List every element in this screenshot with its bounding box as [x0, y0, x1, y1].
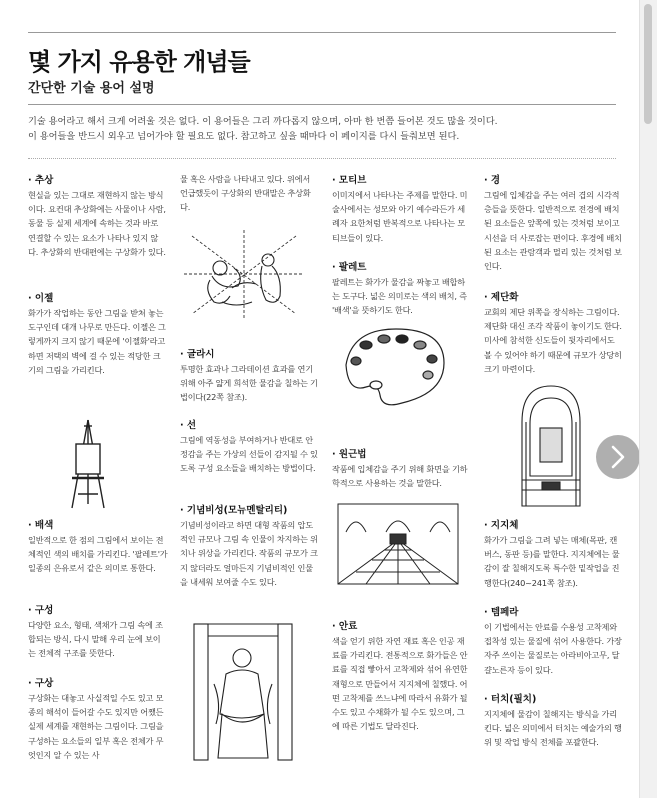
page-title: 몇 가지 유용한 개념들 — [28, 48, 250, 76]
term-body: 투명한 효과나 그라데이션 효과를 연기 위해 아주 얇게 희석한 물감을 칠하는 기법이다(22쪽 참조). — [180, 364, 318, 403]
chevron-right-icon — [609, 444, 627, 470]
term-composition — [28, 602, 168, 661]
intro-text — [28, 114, 618, 144]
term-title: · 배색 — [28, 520, 54, 531]
term-body: 일반적으로 한 점의 그림에서 보이는 전체적인 색의 배치를 가리킨다. '팔레트'가 일종의 은유로서 같은 의미로 통한다. — [28, 535, 168, 574]
term-body: 이미지에서 나타나는 주제를 말한다. 미술사에서는 성모와 아기 예수라든가 세례자 요한처럼 반복적으로 나타나는 모티브들이 있다. — [332, 190, 468, 243]
term-title: · 안료 — [332, 621, 358, 632]
page-subtitle: 간단한 기술 용어 설명 — [28, 81, 155, 96]
term-title: · 지지체 — [484, 520, 519, 531]
term-figurative — [28, 675, 168, 762]
term-touch — [484, 691, 624, 750]
term-easel — [28, 290, 168, 377]
top-rule — [28, 32, 616, 33]
dotted-divider — [28, 158, 616, 159]
term-tempera — [484, 604, 624, 677]
term-body: 구상화는 대놓고 사실적일 수도 있고 모종의 해석이 들어갈 수도 있지만 어쨌든 실제 세계를 재현하는 그림이다. 그림을 구성하는 요소들의 일부 혹은 전체가 무엇인지 알 수 있는 사 — [28, 693, 164, 760]
monumental-figure-illustration — [192, 614, 294, 764]
term-monumentality — [180, 502, 320, 589]
term-title: · 선 — [180, 420, 197, 431]
term-title: · 글라시 — [180, 349, 215, 360]
term-title: · 구성 — [28, 605, 54, 616]
term-body: 현실을 있는 그대로 재현하지 않는 방식이다. 요컨대 추상화에는 사물이나 사람, 동물 등 실제 세계에 속하는 것과 바로 연결할 수 있는 요소가 나타나 있지 않다. 추상화의 반대편에는 구상화가 있다. — [28, 190, 166, 257]
term-title: · 터치(필치) — [484, 694, 537, 705]
next-page-button[interactable] — [596, 435, 640, 479]
term-arrangement — [28, 517, 168, 576]
term-figurative-continued — [180, 172, 320, 215]
palette-illustration — [336, 325, 448, 411]
term-title: · 모티브 — [332, 175, 367, 186]
term-body: 작품에 입체감을 주기 위해 화면을 기하학적으로 사용하는 것을 말한다. — [332, 464, 468, 489]
term-body: 팔레트는 화가가 물감을 짜놓고 배합하는 도구다. 넓은 의미로는 색의 배치, 즉 '배색'을 뜻하기도 한다. — [332, 277, 467, 316]
term-body: 그림에 입체감을 주는 여러 겹의 시각적 층들을 뜻한다. 일반적으로 전경에 배치된 요소들은 앞쪽에 있는 것처럼 보이고 시선을 더 사로잡는 편이다. 후경에 배치된 요소는 관람객과 멀리 있는 것처럼 보인다. — [484, 190, 622, 272]
intro-line-1: 기술 용어라고 해서 크게 어려울 것은 없다. 이 용어들은 그리 까다롭지 않으며, 아마 한 번쯤 들어본 것도 많을 것이다. — [28, 116, 498, 127]
term-title: · 제단화 — [484, 292, 519, 303]
term-title: · 구상 — [28, 678, 54, 689]
term-motif — [332, 172, 472, 245]
term-body: 색을 얻기 위한 자연 재료 혹은 인공 재료를 가리킨다. 전통적으로 화가들은 안료를 직접 빻아서 고착제와 섞어 유연한 재형으로 만들어서 지지체에 칠했다. 어떤 고착제를 쓰느냐에 따라서 유화가 될 수도 있고 수채화가 될 수도 있으며, 그에 따른 기법도 달라진다. — [332, 636, 468, 732]
term-body: 이 기법에서는 안료를 수용성 고착제와 접착성 있는 물질에 섞어 사용한다. 가장 자주 쓰이는 물질로는 아라비아고무, 달걀노른자 등이 있다. — [484, 622, 622, 675]
scrollbar-thumb[interactable] — [644, 4, 652, 124]
term-title: · 원근법 — [332, 449, 367, 460]
term-glacis — [180, 346, 320, 405]
term-title: · 템페라 — [484, 607, 519, 618]
term-abstract — [28, 172, 168, 259]
term-body: 교회의 제단 위쪽을 장식하는 그림이다. 제단화 대신 조각 작품이 놓이기도 한다. 미사에 참석한 신도들이 뒷자리에서도 볼 수 있어야 하기 때문에 규모가 상당히 크기 마련이다. — [484, 307, 622, 374]
term-pigment — [332, 618, 472, 733]
intro-line-2: 이 용어들을 반드시 외우고 넘어가야 할 필요도 없다. 참고하고 싶을 때마다 이 페이지를 다시 들춰보면 된다. — [28, 131, 460, 142]
term-support — [484, 517, 624, 590]
perspective-illustration — [336, 502, 460, 586]
term-body: 화가가 작업하는 동안 그림을 받쳐 놓는 도구인데 대개 나무로 만든다. 이젤은 그렇게까지 크지 않기 때문에 '이젤화'라고 하면 저택의 벽에 걸 수 있는 적당한 크기의 그림을 가리킨다. — [28, 308, 166, 375]
term-body: 화가가 그림을 그려 넣는 매체(목판, 캔버스, 동판 등)를 말한다. 지지체에는 물감이 잘 칠해지도록 특수한 밑작업을 진행한다(240~241쪽 참조). — [484, 535, 620, 588]
line-composition-illustration — [182, 228, 306, 320]
term-perspective — [332, 446, 472, 490]
easel-illustration — [58, 418, 118, 510]
term-depth — [484, 172, 624, 273]
term-body: 물 혹은 사람을 나타내고 있다. 위에서 언급했듯이 구상화의 반대말은 추상화다. — [180, 174, 311, 213]
term-body: 기념비성이라고 하면 대형 작품의 압도적인 규모나 그림 속 인물이 차지하는 위치나 위상을 가리킨다. 작품의 규모가 크지 않더라도 얼마든지 기념비적인 인물을 내세워 보여줄 수도 있다. — [180, 520, 318, 587]
term-title: · 팔레트 — [332, 262, 367, 273]
term-palette — [332, 259, 472, 318]
term-title: · 추상 — [28, 175, 54, 186]
term-title: · 이젤 — [28, 293, 54, 304]
altarpiece-illustration — [518, 382, 584, 508]
term-body: 그림에 역동성을 부여하거나 반대로 안정감을 주는 가상의 선들이 감지될 수 있도록 구성 요소들을 배치하는 방법이다. — [180, 435, 318, 474]
scrollbar[interactable] — [639, 0, 657, 798]
term-body: 다양한 요소, 형태, 색채가 그림 속에 조합되는 방식, 다시 말해 우리 눈에 보이는 전체적 구조를 뜻한다. — [28, 620, 163, 659]
term-line — [180, 417, 320, 476]
term-altarpiece — [484, 289, 624, 376]
subtitle-rule — [28, 104, 616, 105]
term-title: · 경 — [484, 175, 501, 186]
term-body: 지지체에 물감이 칠해지는 방식을 가리킨다. 넓은 의미에서 터치는 예술가의 행위 및 작업 방식 전체를 포괄한다. — [484, 709, 622, 748]
term-title: · 기념비성(모뉴멘탈리티) — [180, 505, 288, 516]
